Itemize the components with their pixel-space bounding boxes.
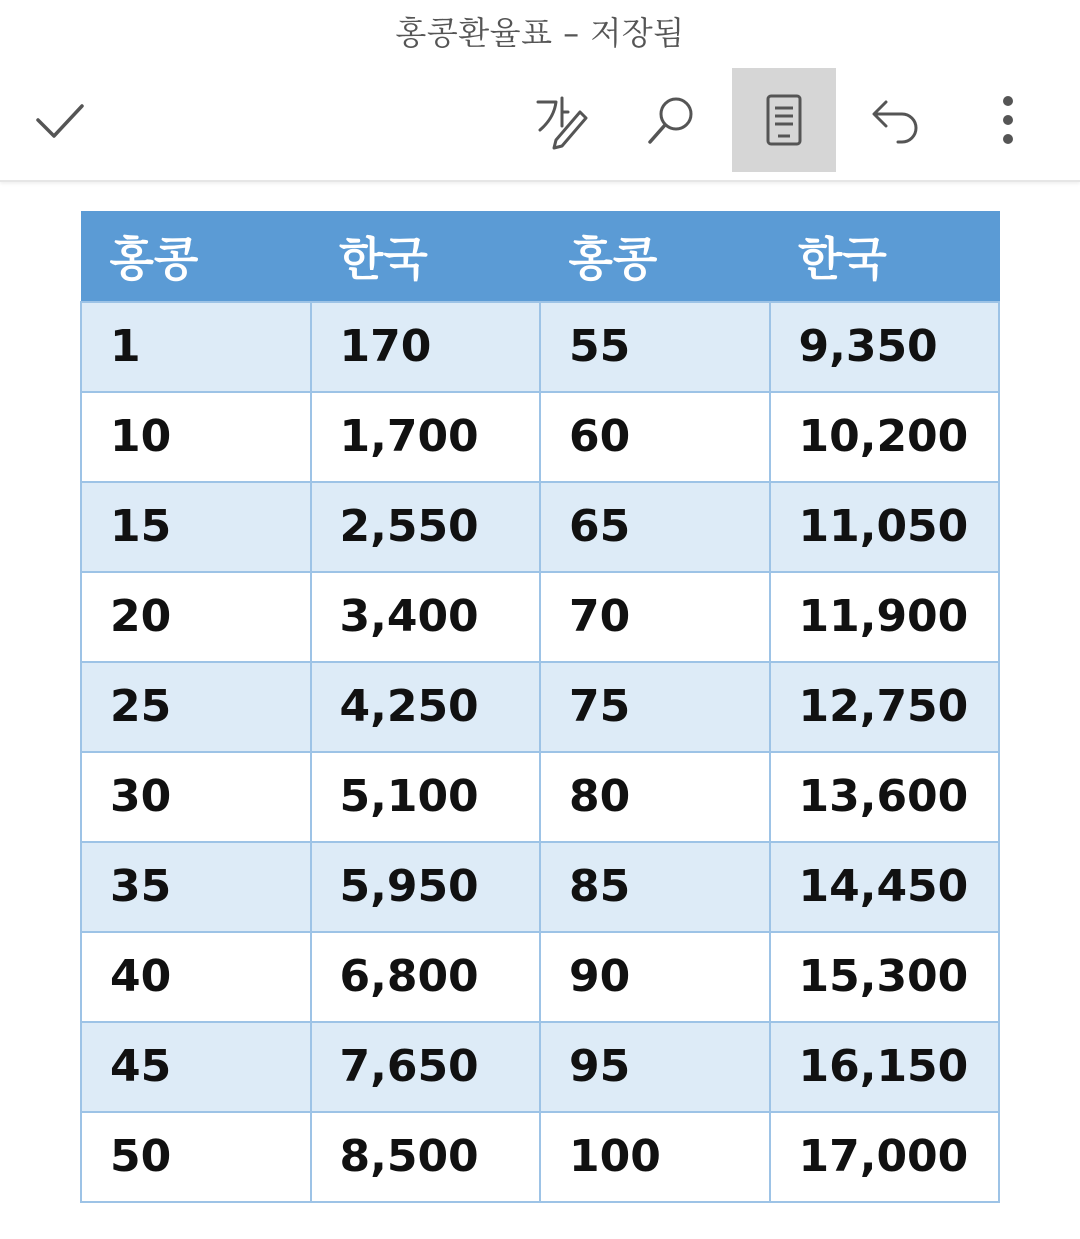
- table-cell[interactable]: 15,300: [770, 932, 1000, 1022]
- exchange-rate-table-container: [80, 211, 1000, 1203]
- table-cell[interactable]: 8,500: [311, 1112, 541, 1202]
- table-cell[interactable]: 2,550: [311, 482, 541, 572]
- table-cell[interactable]: 15: [81, 482, 311, 572]
- table-cell[interactable]: 75: [540, 662, 770, 752]
- table-row: [81, 302, 999, 392]
- table-cell[interactable]: 20: [81, 572, 311, 662]
- table-cell[interactable]: 70: [540, 572, 770, 662]
- table-row: [81, 482, 999, 572]
- more-vertical-icon: [998, 92, 1018, 148]
- table-cell[interactable]: 170: [311, 302, 541, 392]
- table-cell[interactable]: 5,100: [311, 752, 541, 842]
- table-row: [81, 932, 999, 1022]
- mobile-view-icon: [762, 92, 806, 148]
- more-options-button[interactable]: [956, 68, 1060, 172]
- table-cell[interactable]: 90: [540, 932, 770, 1022]
- table-cell[interactable]: 85: [540, 842, 770, 932]
- table-cell[interactable]: 10,200: [770, 392, 1000, 482]
- table-cell[interactable]: 80: [540, 752, 770, 842]
- text-format-pen-icon: [532, 90, 592, 150]
- header-kr-1[interactable]: 한국: [311, 212, 541, 302]
- table-cell[interactable]: 55: [540, 302, 770, 392]
- table-row: [81, 1022, 999, 1112]
- exchange-rate-table: [80, 211, 1000, 1203]
- table-row: [81, 1112, 999, 1202]
- header-hk-1[interactable]: 홍콩: [81, 212, 311, 302]
- table-row: [81, 662, 999, 752]
- table-cell[interactable]: 95: [540, 1022, 770, 1112]
- table-row: [81, 842, 999, 932]
- table-row: [81, 572, 999, 662]
- mobile-view-button[interactable]: [732, 68, 836, 172]
- table-cell[interactable]: 3,400: [311, 572, 541, 662]
- table-header-row: [81, 212, 999, 302]
- table-cell[interactable]: 100: [540, 1112, 770, 1202]
- table-cell[interactable]: 10: [81, 392, 311, 482]
- top-app-bar: [0, 0, 1080, 182]
- table-cell[interactable]: 11,900: [770, 572, 1000, 662]
- table-row: [81, 392, 999, 482]
- table-cell[interactable]: 9,350: [770, 302, 1000, 392]
- table-cell[interactable]: 45: [81, 1022, 311, 1112]
- table-cell[interactable]: 1: [81, 302, 311, 392]
- table-cell[interactable]: 11,050: [770, 482, 1000, 572]
- table-cell[interactable]: 5,950: [311, 842, 541, 932]
- header-kr-2[interactable]: 한국: [770, 212, 1000, 302]
- document-title: 홍콩환율표 – 저장됨: [395, 14, 685, 52]
- table-cell[interactable]: 17,000: [770, 1112, 1000, 1202]
- table-cell[interactable]: 25: [81, 662, 311, 752]
- undo-button[interactable]: [844, 68, 948, 172]
- table-cell[interactable]: 6,800: [311, 932, 541, 1022]
- format-button[interactable]: [510, 68, 614, 172]
- done-button[interactable]: [8, 68, 112, 172]
- table-cell[interactable]: 1,700: [311, 392, 541, 482]
- table-cell[interactable]: 7,650: [311, 1022, 541, 1112]
- table-row: [81, 752, 999, 842]
- table-cell[interactable]: 4,250: [311, 662, 541, 752]
- checkmark-icon: [32, 92, 88, 148]
- table-cell[interactable]: 40: [81, 932, 311, 1022]
- table-cell[interactable]: 14,450: [770, 842, 1000, 932]
- table-cell[interactable]: 12,750: [770, 662, 1000, 752]
- table-cell[interactable]: 16,150: [770, 1022, 1000, 1112]
- table-cell[interactable]: 30: [81, 752, 311, 842]
- search-button[interactable]: [620, 68, 724, 172]
- header-hk-2[interactable]: 홍콩: [540, 212, 770, 302]
- table-cell[interactable]: 50: [81, 1112, 311, 1202]
- table-cell[interactable]: 60: [540, 392, 770, 482]
- table-cell[interactable]: 35: [81, 842, 311, 932]
- undo-icon: [868, 92, 924, 148]
- search-icon: [644, 92, 700, 148]
- table-cell[interactable]: 13,600: [770, 752, 1000, 842]
- table-cell[interactable]: 65: [540, 482, 770, 572]
